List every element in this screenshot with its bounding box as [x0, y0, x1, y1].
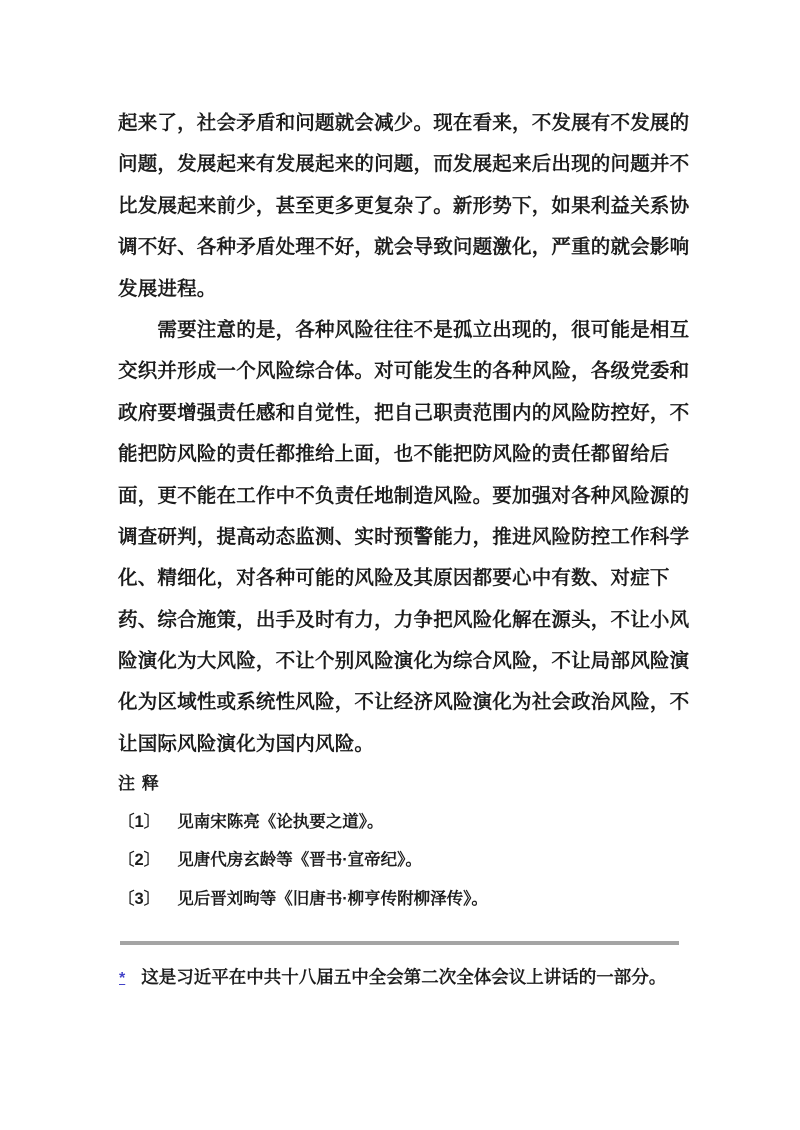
section-divider — [120, 941, 679, 945]
note-number: 〔2〕 — [118, 851, 161, 870]
note-item — [118, 810, 680, 834]
body-text — [118, 103, 690, 765]
note-number: 〔3〕 — [118, 889, 161, 908]
body-line: 险演化为大风险，不让个别风险演化为综合风险，不让局部风险演 — [118, 650, 690, 673]
note-text: 见唐代房玄龄等《晋书·宣帝纪》。 — [177, 851, 422, 870]
note-item — [118, 887, 680, 911]
note-text: 见后晋刘昫等《旧唐书·柳亨传附柳泽传》。 — [177, 889, 488, 908]
note-text: 见南宋陈亮《论执要之道》。 — [177, 813, 384, 831]
body-line: 调查研判，提高动态监测、实时预警能力，推进风险防控工作科学 — [118, 525, 690, 548]
footnote — [119, 962, 681, 994]
body-line: 化为区域性或系统性风险，不让经济风险演化为社会政治风险，不 — [118, 691, 690, 714]
body-line: 能把防风险的责任都推给上面，也不能把防风险的责任都留给后 — [118, 443, 670, 466]
footnote-text: 这是习近平在中共十八届五中全会第二次全体会议上讲话的一部分。 — [141, 967, 667, 987]
body-line: 发展进程。 — [118, 277, 217, 300]
body-line: 比发展起来前少，甚至更多更复杂了。新形势下，如果利益关系协 — [118, 194, 690, 217]
footnote-marker-link[interactable]: * — [119, 970, 126, 987]
notes-list — [118, 810, 680, 911]
body-line: 政府要增强责任感和自觉性，把自己职责范围内的风险防控好，不 — [118, 401, 690, 424]
body-line: 调不好、各种矛盾处理不好，就会导致问题激化，严重的就会影响 — [118, 236, 690, 259]
body-line: 起来了，社会矛盾和问题就会减少。现在看来，不发展有不发展的 — [118, 112, 690, 134]
body-line: 让国际风险演化为国内风险。 — [118, 732, 375, 755]
body-line: 化、精细化，对各种可能的风险及其原因都要心中有数、对症下 — [118, 567, 670, 590]
note-number: 〔1〕 — [118, 813, 161, 831]
note-item — [118, 848, 680, 872]
notes-title: 注 释 — [118, 774, 160, 793]
notes-section — [118, 772, 680, 925]
body-line: 问题，发展起来有发展起来的问题，而发展起来后出现的问题并不 — [118, 153, 690, 176]
body-line: 面，更不能在工作中不负责任地制造风险。要加强对各种风险源的 — [118, 484, 690, 507]
paragraph — [118, 310, 690, 765]
body-line: 药、综合施策，出手及时有力，力争把风险化解在源头，不让小风 — [118, 608, 690, 631]
paragraph — [118, 103, 690, 310]
body-line: 交织并形成一个风险综合体。对可能发生的各种风险，各级党委和 — [118, 360, 690, 383]
body-line: 需要注意的是，各种风险往往不是孤立出现的，很可能是相互 — [118, 318, 690, 341]
